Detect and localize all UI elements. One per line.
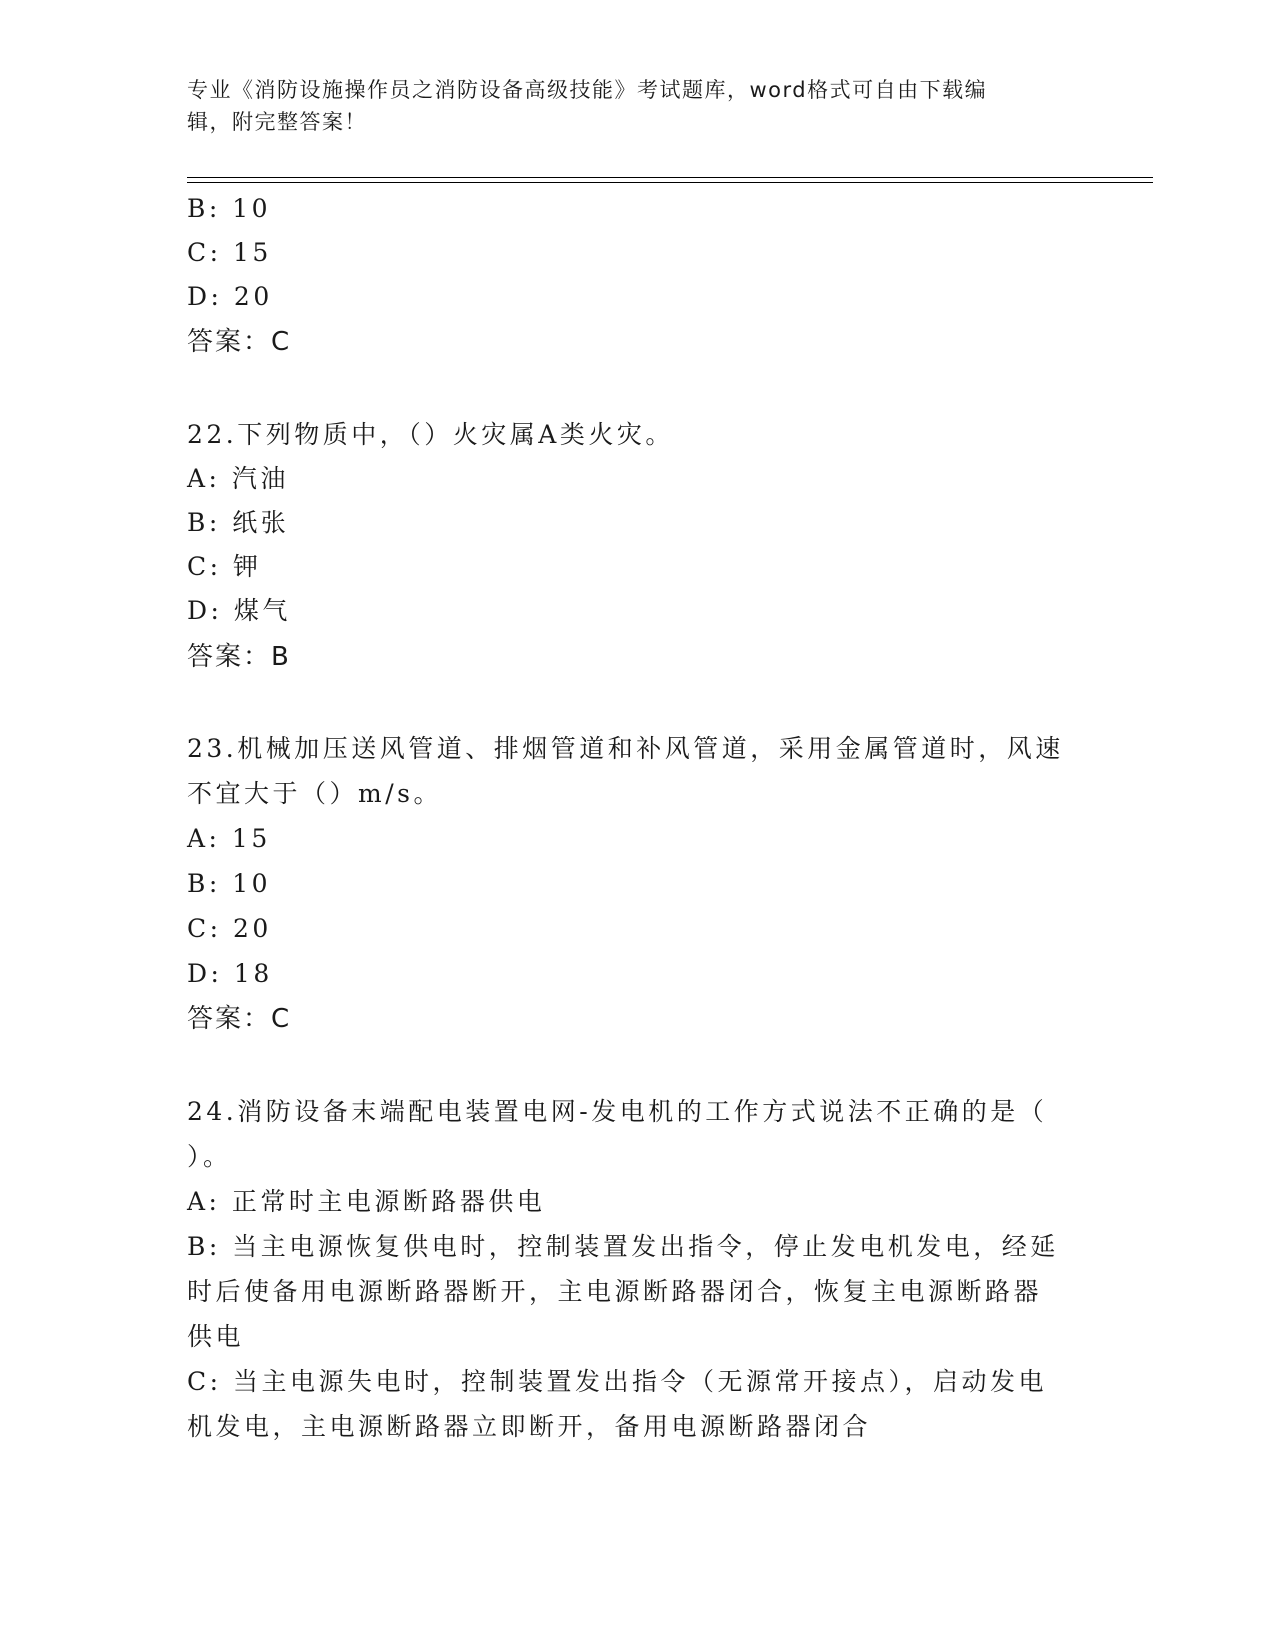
q24-option-a: A: 正常时主电源断路器供电 [187, 1187, 546, 1216]
q24-question-line-1: 24.消防设备末端配电装置电网-发电机的工作方式说法不正确的是（ [187, 1097, 1048, 1126]
q23-option-a: A: 15 [187, 824, 271, 853]
q22-option-b: B: 纸张 [187, 508, 290, 537]
q24-option-b-line-3: 供电 [187, 1322, 245, 1351]
q22-option-d: D: 煤气 [187, 596, 291, 625]
q22-answer: 答案：B [187, 642, 291, 672]
header-divider-top [187, 177, 1153, 178]
q24-question-line-2: ）。 [187, 1142, 232, 1171]
q23-option-c: C: 20 [187, 914, 272, 943]
header-line-1: 专业《消防设施操作员之消防设备高级技能》考试题库，word格式可自由下载编 [187, 78, 988, 102]
q21-option-b: B: 10 [187, 194, 272, 223]
q21-option-d: D: 20 [187, 282, 273, 311]
q23-option-b: B: 10 [187, 869, 272, 898]
q22-option-c: C: 钾 [187, 552, 262, 581]
header-divider-bottom [187, 182, 1153, 183]
q24-option-b-line-1: B: 当主电源恢复供电时，控制装置发出指令，停止发电机发电，经延 [187, 1232, 1059, 1261]
q24-option-c-line-2: 机发电，主电源断路器立即断开，备用电源断路器闭合 [187, 1412, 872, 1441]
q22-question: 22.下列物质中，（）火灾属A类火灾。 [187, 420, 674, 449]
header-line-2: 辑，附完整答案！ [187, 110, 367, 134]
document-header [187, 74, 1067, 138]
q23-question-line-2: 不宜大于（）m/s。 [187, 779, 442, 808]
q24-option-b-line-2: 时后使备用电源断路器断开，主电源断路器闭合，恢复主电源断路器 [187, 1277, 1043, 1306]
q22-option-a: A: 汽油 [187, 464, 289, 493]
q23-option-d: D: 18 [187, 959, 273, 988]
q21-option-c: C: 15 [187, 238, 272, 267]
q23-question-line-1: 23.机械加压送风管道、排烟管道和补风管道，采用金属管道时，风速 [187, 734, 1064, 763]
q21-answer: 答案：C [187, 327, 292, 357]
q23-answer: 答案：C [187, 1004, 292, 1034]
q24-option-c-line-1: C: 当主电源失电时，控制装置发出指令（无源常开接点），启动发电 [187, 1367, 1048, 1396]
